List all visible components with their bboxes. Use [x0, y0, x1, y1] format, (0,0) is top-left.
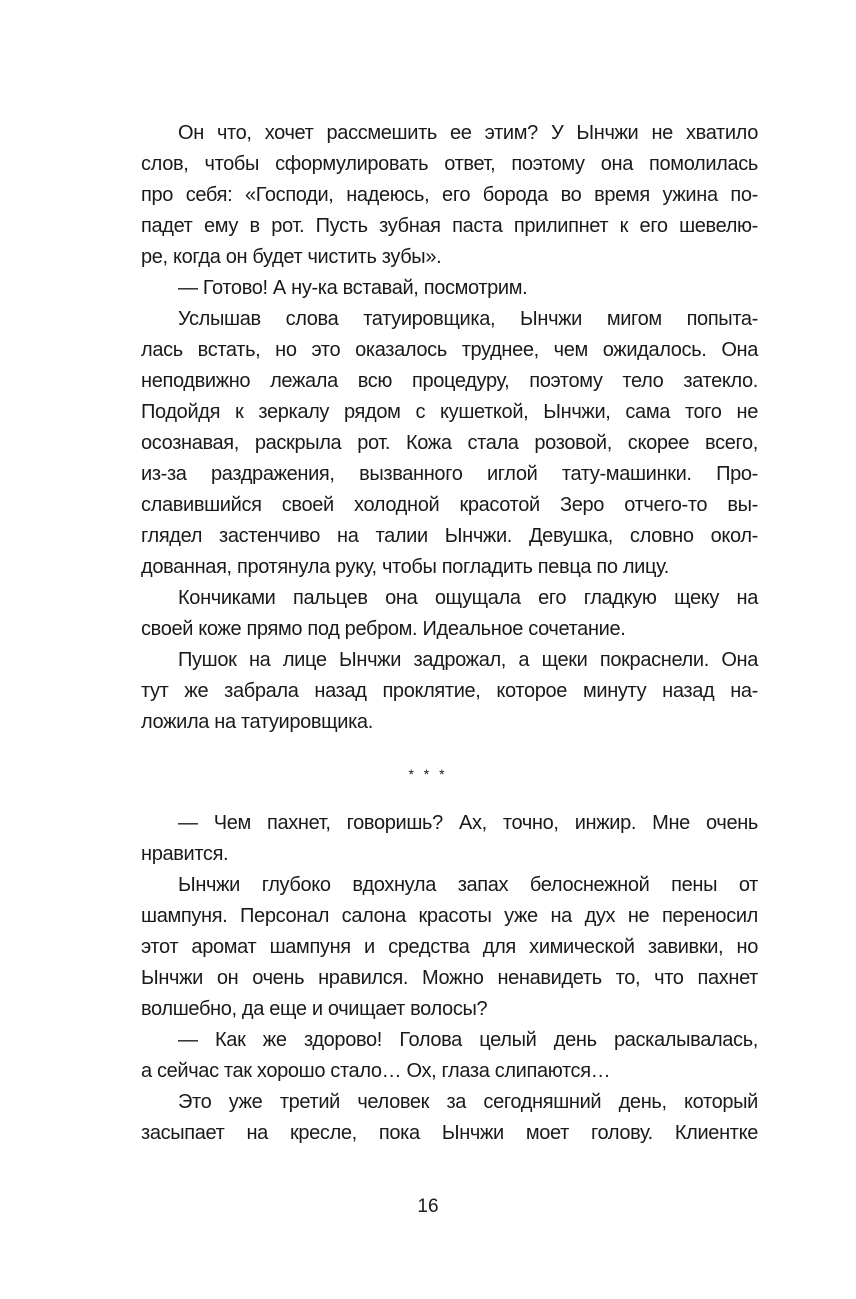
text-line: Услышав слова татуировщика, Ынчжи мигом попыта- — [178, 308, 758, 330]
page-number: 16 — [417, 1196, 439, 1217]
text-line: Он что, хочет рассмешить ее этим? У Ынчжи не хватило — [178, 122, 758, 144]
text-line: Это уже третий человек за сегодняшний день, который — [178, 1091, 758, 1113]
text-line: своей коже прямо под ребром. Идеальное сочетание. — [141, 618, 626, 640]
text-line: осознавая, раскрыла рот. Кожа стала розовой, скорее всего, — [141, 432, 758, 454]
text-line: Подойдя к зеркалу рядом с кушеткой, Ынчжи, сама того не — [141, 401, 758, 423]
text-line: этот аромат шампуня и средства для химической завивки, но — [141, 936, 758, 958]
text-line: глядел застенчиво на талии Ынчжи. Девушка, словно окол- — [141, 525, 758, 547]
text-line: ложила на татуировщика. — [141, 711, 373, 733]
text-section-1 — [141, 118, 758, 738]
text-line: Кончиками пальцев она ощущала его гладкую щеку на — [178, 587, 758, 609]
text-line: ре, когда он будет чистить зубы». — [141, 246, 442, 268]
text-line: славившийся своей холодной красотой Зеро отчего-то вы- — [141, 494, 758, 516]
text-line: Пушок на лице Ынчжи задрожал, а щеки покраснели. Она — [178, 649, 758, 671]
section-separator: * * * — [408, 766, 448, 782]
text-line: неподвижно лежала всю процедуру, поэтому тело затекло. — [141, 370, 758, 392]
text-line: Ынчжи глубоко вдохнула запах белоснежной пены от — [178, 874, 758, 896]
text-line: падет ему в рот. Пусть зубная паста прилипнет к его шевелю- — [141, 215, 758, 237]
text-line: Ынчжи он очень нравился. Можно ненавидеть то, что пахнет — [141, 967, 758, 989]
text-line: слов, чтобы сформулировать ответ, поэтому она помолилась — [141, 153, 758, 175]
text-line: — Как же здорово! Голова целый день раскалывалась, — [178, 1029, 758, 1051]
text-line: волшебно, да еще и очищает волосы? — [141, 998, 488, 1020]
text-line: лась встать, но это оказалось труднее, чем ожидалось. Она — [141, 339, 758, 361]
text-line: тут же забрала назад проклятие, которое минуту назад на- — [141, 680, 758, 702]
text-line: из-за раздражения, вызванного иглой тату-машинки. Про- — [141, 463, 758, 485]
text-line: — Чем пахнет, говоришь? Ах, точно, инжир. Мне очень — [178, 812, 758, 834]
text-line: про себя: «Господи, надеюсь, его борода во время ужина по- — [141, 184, 758, 206]
text-line: шампуня. Персонал салона красоты уже на дух не переносил — [141, 905, 758, 927]
text-line: дованная, протянула руку, чтобы погладить певца по лицу. — [141, 556, 669, 578]
text-section-2 — [141, 808, 758, 1149]
text-line: — Готово! А ну-ка вставай, посмотрим. — [178, 277, 528, 299]
text-line: засыпает на кресле, пока Ынчжи моет голову. Клиентке — [141, 1122, 758, 1144]
text-line: а сейчас так хорошо стало… Ох, глаза слипаются… — [141, 1060, 611, 1082]
text-line: нравится. — [141, 843, 229, 865]
